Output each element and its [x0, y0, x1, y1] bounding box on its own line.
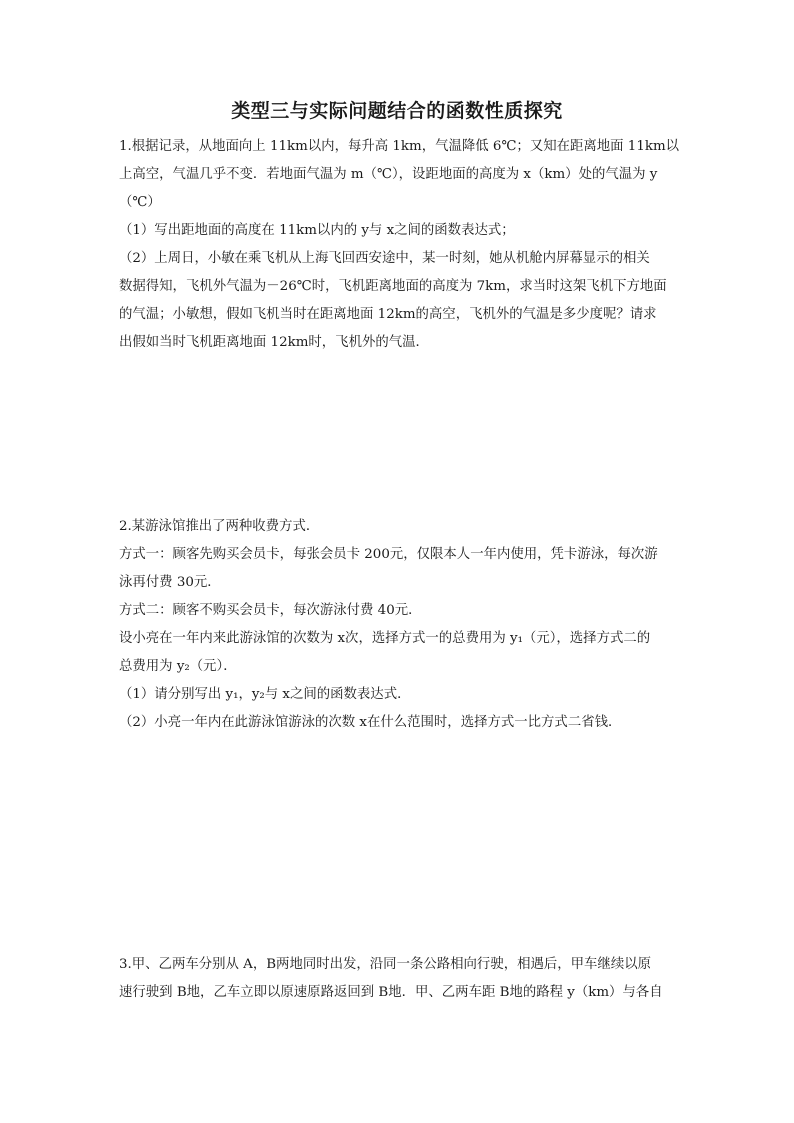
question-1-line: 数据得知，飞机外气温为－26℃时，飞机距离地面的高度为 7km，求当时这架飞机下方地面 — [119, 279, 667, 294]
question-1-part-2: （2）上周日，小敏在乘飞机从上海飞回西安途中，某一时刻，她从机舱内屏幕显示的相关 — [119, 251, 650, 266]
question-1-line: （℃） — [119, 195, 161, 210]
question-2 — [119, 513, 679, 737]
question-1-line: 出假如当时飞机距离地面 12km时，飞机外的气温． — [119, 335, 429, 350]
question-2-part-2: （2）小亮一年内在此游泳馆游泳的次数 x在什么范围时，选择方式一比方式二省钱． — [119, 715, 622, 730]
question-1 — [119, 133, 679, 357]
question-1-part-1: （1）写出距地面的高度在 11km以内的 y与 x之间的函数表达式； — [119, 223, 515, 238]
question-2-line: 泳再付费 30元． — [119, 575, 221, 590]
question-2-part-1: （1）请分别写出 y₁，y₂与 x之间的函数表达式． — [119, 687, 411, 702]
question-1-line: 上高空，气温几乎不变．若地面气温为 m（℃），设距地面的高度为 x（km）处的气温为 y — [119, 167, 658, 182]
question-2-option-2: 方式二：顾客不购买会员卡，每次游泳付费 40元． — [119, 603, 422, 618]
question-1-line: 1.根据记录，从地面向上 11km以内，每升高 1km，气温降低 6℃；又知在距离地面 11km以 — [119, 139, 680, 154]
question-3-line: 3.甲、乙两车分别从 A，B两地同时出发，沿同一条公路相向行驶，相遇后，甲车继续以原 — [119, 957, 651, 972]
question-3-line: 速行驶到 B地，乙车立即以原速原路返回到 B地．甲、乙两车距 B地的路程 y（km）与各自 — [119, 985, 663, 1000]
question-2-line: 总费用为 y₂（元）． — [119, 659, 237, 674]
question-2-line: 2.某游泳馆推出了两种收费方式． — [119, 519, 320, 534]
question-2-option-1: 方式一：顾客先购买会员卡，每张会员卡 200元，仅限本人一年内使用，凭卡游泳，每次游 — [119, 547, 658, 562]
question-2-line: 设小亮在一年内来此游泳馆的次数为 x次，选择方式一的总费用为 y₁（元），选择方式二的 — [119, 631, 651, 646]
question-3 — [119, 951, 679, 1007]
question-1-line: 的气温；小敏想，假如飞机当时在距离地面 12km的高空，飞机外的气温是多少度呢？请求 — [119, 307, 657, 322]
document-title: 类型三与实际问题结合的函数性质探究 — [231, 100, 563, 122]
